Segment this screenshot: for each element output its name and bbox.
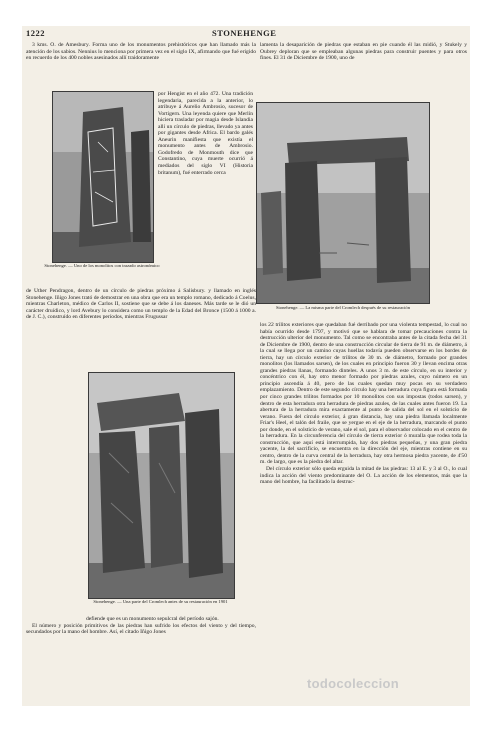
page-number: 1222	[26, 28, 45, 38]
watermark-logo: todocoleccion	[307, 676, 400, 691]
restored-cromlech-photo	[257, 103, 429, 303]
left-column-bottom: defiende que es un monumento sepulcral del período sajón. El número y posición primitivos de las piedras han sufrido los efectos del viento y del tiempo, secundados por la mano del hombre. Así, el citado Iñigo Jones	[26, 616, 256, 636]
book-page	[22, 26, 470, 706]
figure-restored-cromlech	[256, 102, 430, 304]
left-column-intro: 3 kms. O. de Amesbury. Forma uno de los monumentos prehistóricos que han llamado más la atención de los sabios. Nennius lo menciona por primera vez en el siglo IX, afirmando que fué erigido en recuerdo de los 400 nobles asesinados allí traidoramente	[26, 42, 256, 62]
page-header	[22, 26, 470, 40]
left-column-middle: por Hengist en el año 472. Una tradición legendaria, parecida a la anterior, lo atribuye á Aurelio Ambrosio, sucesor de Vortigern. Una leyenda quiere que Merlín hiciera trasladar por magia desde Islandia allí un círculo de piedras, llevado ya antes por gigantes desde Africa. El bardo galés Aneurin manifiesta que existía el monumento antes de Ambrosio. Godofredo de Monmouth dice que Constantino, cuya muerte ocurrió á mediados del siglo VI (Historia britanum), fué enterrado cerca	[158, 91, 253, 176]
figure-monolith-caption: Stonehenge. — Uno de los monolitos con trazado astronómico	[44, 263, 160, 268]
right-column-intro: lamenta la desaparición de piedras que estaban en pie cuando él las midió, y Stukely y Oubrey deploran que se empleaban algunas piedras para construir puentes y para otros fines. El 31 de Diciembre de 1900, uno de	[260, 42, 467, 62]
right-column-body: los 22 trilitos exteriores que quedaban fué derribado por una violenta tempestad, lo cual no había ocurrido desde 1797, y motivó que se hablara de tomar precauciones contra la destrucción ulterior del monumento. Tal como se encontraba antes de la citada fecha del 31 de Diciembre de 1900, dentro de una construcción circular de tierra de 91 m. de diámetro, á la cual se llega por un camino cuyas huellas todavía pueden observarse en los bordes de tierra, hay un círculo exterior de trilitos de 30 m. de diámetro, formado por grandes monolitos (los llamados sarsen), de los cuales en principio fueron 30 y llevan encima otras grandes piedras llanas, formando dinteles. A unos 3 m. de este círculo, en su interior y concéntrico con él, hay otro menor formado por piedras azules, cuyo número en un principio ascendía á 40, pero de las cuales quedan muy pocas en su verdadero emplazamiento. Dentro de este segundo círculo hay una herradura cuya figura está formada por cinco grandes trilitos formados por 10 monolitos con sus impostas (todos sarsen), y dentro de esta herradura otra herradura de piedras azules, de las cuales antes fueron 19. La abertura de la herradura mira exactamente al punto de salida del sol en el solsticio de verano. Fuera del círculo exterior, á gran distancia, hay una piedra llamada localmente Friar's Heel, el talón del fraile, que se yergue en el eje de la herradura, marcando el punto por donde, en el solsticio de verano, sale el sol, para el observador colocado en el centro de la herradura. En la circunferencia del círculo de tierra exterior ó muralla que rodea toda la construcción, que aquí está interrumpida, hay dos piedras pequeñas, y una gran piedra yacente, la del sacrificio, se encuentra en la dirección del eje, mientras contiene en su centro, dentro de la curva central de la herradura, hay otra hermosa piedra yacente, de 4'50 m. de largo, que es la piedra del altar. Del círculo exterior sólo queda erguida la mitad de las piedras: 13 al E. y 3 al O., lo cual indica la acción del viento predominante del O. La acción de los elementos, más que la mano del hombre, ha facilitado la destruc-	[260, 322, 467, 486]
figure-trilithon-caption: Stonehenge. — Una parte del Cromlech antes de su restauración en 1901	[93, 599, 228, 604]
figure-trilithon	[88, 372, 235, 599]
figure-restored-cromlech-caption: Stonehenge. — La misma parte del Cromlech después de su restauración	[275, 305, 411, 310]
left-column-lower: de Uther Pendragon, dentro de un círculo de piedras próximo á Salisbury. y llamado en inglés Stonehenge. Iñigo Jones trató de demostrar en una obra que era un templo romano, dedicado á Coelus, mientras Charleton, médico de Carlos II, sostiene que se debe á los daneses. Más tarde se le dió un carácter druídico, y lord Avebury lo considera como un templo de la Edad del Bronce (1500 á 1000 a. de J. C.), construído en diferentes períodos, mientras Frugussar	[26, 288, 256, 321]
trilithon-photo	[89, 373, 234, 598]
page-title: STONEHENGE	[212, 28, 277, 38]
monolith-photo	[53, 92, 153, 262]
figure-monolith	[52, 91, 154, 263]
